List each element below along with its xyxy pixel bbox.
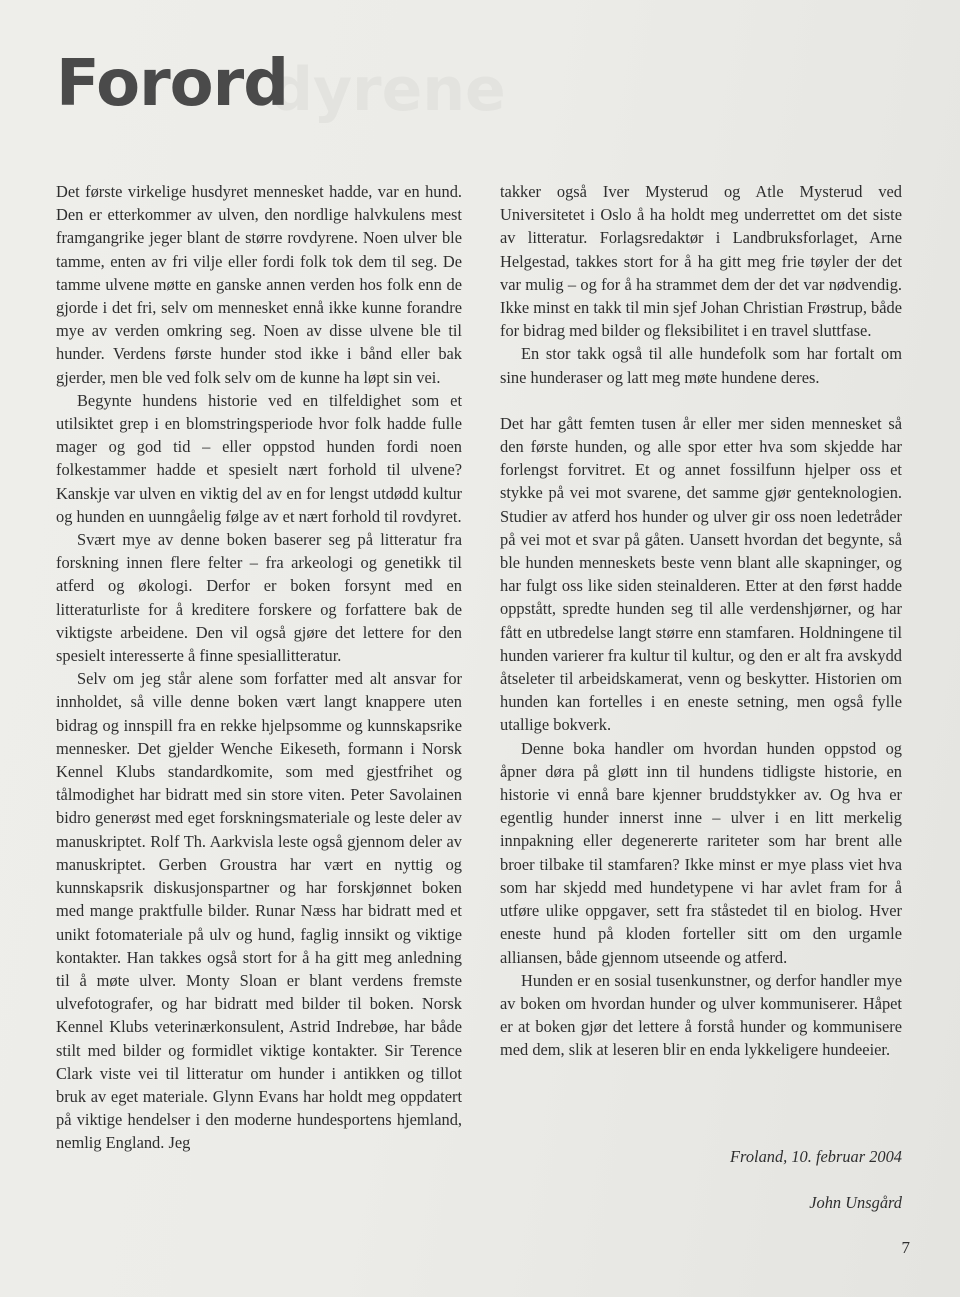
paragraph: Denne boka handler om hvordan hunden oppstod og åpner døra på gløtt inn til hundens tidligste historie, en historie vi ennå bare kjenner bruddstykker av. Og hva er egentlig hunder innerst inne – ulver i en litt merkelig innpakning eller degenererte rariteter som har brent alle broer tilbake til stamfaren? Ikke minst er mye plass viet hva som har skjedd med hundetypene vi har avlet fram for å utføre ulike oppgaver, sett fra ståstedet til en biolog. Hver eneste hund på kloden forteller sitt om den urgamle alliansen, både gjennom utseende og atferd. [500,738,902,967]
paragraph: Svært mye av denne boken baserer seg på litteratur fra forskning innen flere felter – fra arkeologi og genetikk til atferd og økologi. Derfor er boken forsynt med en litteraturliste for å kreditere forskere og forfattere bak de viktigste arbeidene. Den vil også gjøre det lettere for den spesielt interesserte å finne spesiallitteratur. [56,530,462,666]
right-column [500,180,902,1062]
paragraph: Selv om jeg står alene som forfatter med alt ansvar for innholdet, så ville denne boken vært langt knappere uten bidrag og innspill fra en rekke hjelpsomme og kunnskapsrike mennesker. Det gjelder Wenche Eikeseth, formann i Norsk Kennel Klubs standardkomite, som med gjestfrihet og tålmodighet har bidratt med sin store viten. Peter Savolainen bidro generøst med eget forskningsmateriale og leste deler av manuskriptet. Rolf Th. Aarkvisla leste også gjennom deler av manuskriptet. Gerben Groustra har vært en nyttig og kunnskapsrik diskusjonspartner og har forskjønnet boken med mange praktfulle bilder. Runar Næss har bidratt med et unikt fotomateriale på ulv og hund, faglig innsikt og viktige kontakter. Han takkes også stort for å ha gitt meg anledning til å møte ulver. Monty Sloan er blant verdens fremste ulvefotografer, og har bidratt med bilder til boken. Norsk Kennel Klubs veterinærkonsulent, Astrid Indrebøe, har både stilt med bilder og formidlet viktige kontakter. Sir Terence Clark viste vei til litteratur om hunder i antikken og tillot bruk av eget materiale. Glynn Evans har holdt meg oppdatert på viktige hendelser i den moderne hundesportens hjemland, nemlig England. Jeg [56,669,462,1153]
paragraph: Hunden er en sosial tusenkunstner, og derfor handler mye av boken om hvordan hunder og ulver kommuniserer. Håpet er at boken gjør det lettere å forstå hunder og kommunisere med dem, slik at leseren blir en enda lykkeligere hundeeier. [500,970,902,1060]
paragraph: Det har gått femten tusen år eller mer siden mennesket så den første hunden, og alle spor etter hva som skjedde har forlengst forvitret. Et og annet fossilfunn hjelper oss et stykke på vei mot svarene, det samme gjør genteknologien. Studier av atferd hos hunder og ulver gir oss noen ledetråder på vei mot et svar på gåten. Uansett hvordan det begynte, så ble hunden menneskets beste venn blant alle skapninger, og har fulgt oss like siden steinalderen. Etter at den først hadde oppstått, spredte hunden seg til alle verdenshjørner, og har fått en utbredelse langt større enn stamfaren. Holdningene til hunden varierer fra kultur til kultur, og den er alt fra avskydd åtseleter til arbeidskamerat, venn og beskytter. Historien om hunden kan fortelles i en eneste setning, men også fylle utallige bokverk. [500,413,902,735]
paragraph: Det første virkelige husdyret mennesket hadde, var en hund. Den er etterkommer av ulven, den nordlige halvkulens mest framgangrike jeger blant de større rovdyrene. Noen ulver ble tamme, enten av fri vilje eller fordi folk tok dem til seg. De tamme ulvene møtte en ganske annen verden hos folk enn de gjorde i det fri, selv om mennesket ennå ikke kunne forandre mye av verden omkring seg. Noen av disse ulvene ble til hunder. Verdens første hunder stod ikke i bånd eller bak gjerder, men ble ved folk selv om de kunne ha løpt sin vei. [56,182,462,387]
page-number: 7 [901,1238,910,1257]
signature-place-date: Froland, 10. februar 2004 [730,1147,902,1166]
paragraph: takker også Iver Mysterud og Atle Mysterud ved Universitetet i Oslo å ha holdt meg underrettet om det siste av litteratur. Forlagsredaktør i Landbruksforlaget, Arne Helgestad, takkes stort for å ha gitt meg frie tøyler der det var mulig – og for å ha strammet dem der det var nødvendig. Ikke minst en takk til min sjef Johan Christian Frøstrup, både for bidrag med bilder og fleksibilitet i en travel sluttfase. [500,182,902,341]
title-ghost-bleed: dyrene [270,55,506,125]
left-column [56,180,462,1155]
paragraph: En stor takk også til alle hundefolk som har fortalt om sine hunderaser og latt meg møte hundene deres. [500,344,902,387]
paragraph: Begynte hundens historie ved en tilfeldighet som et utilsiktet grep i en blomstringsperiode hvor folk hadde fulle mager og god tid – eller oppstod hunden fordi noen folkestammer hadde et spesielt nært forhold til ulvene? Kanskje var ulven en viktig del av en for lengst utdødd kultur og hunden en uunngåelig følge av et nært forhold til rovdyret. [56,390,462,526]
page-title: Forord [56,47,288,121]
signature-author: John Unsgård [809,1193,902,1212]
